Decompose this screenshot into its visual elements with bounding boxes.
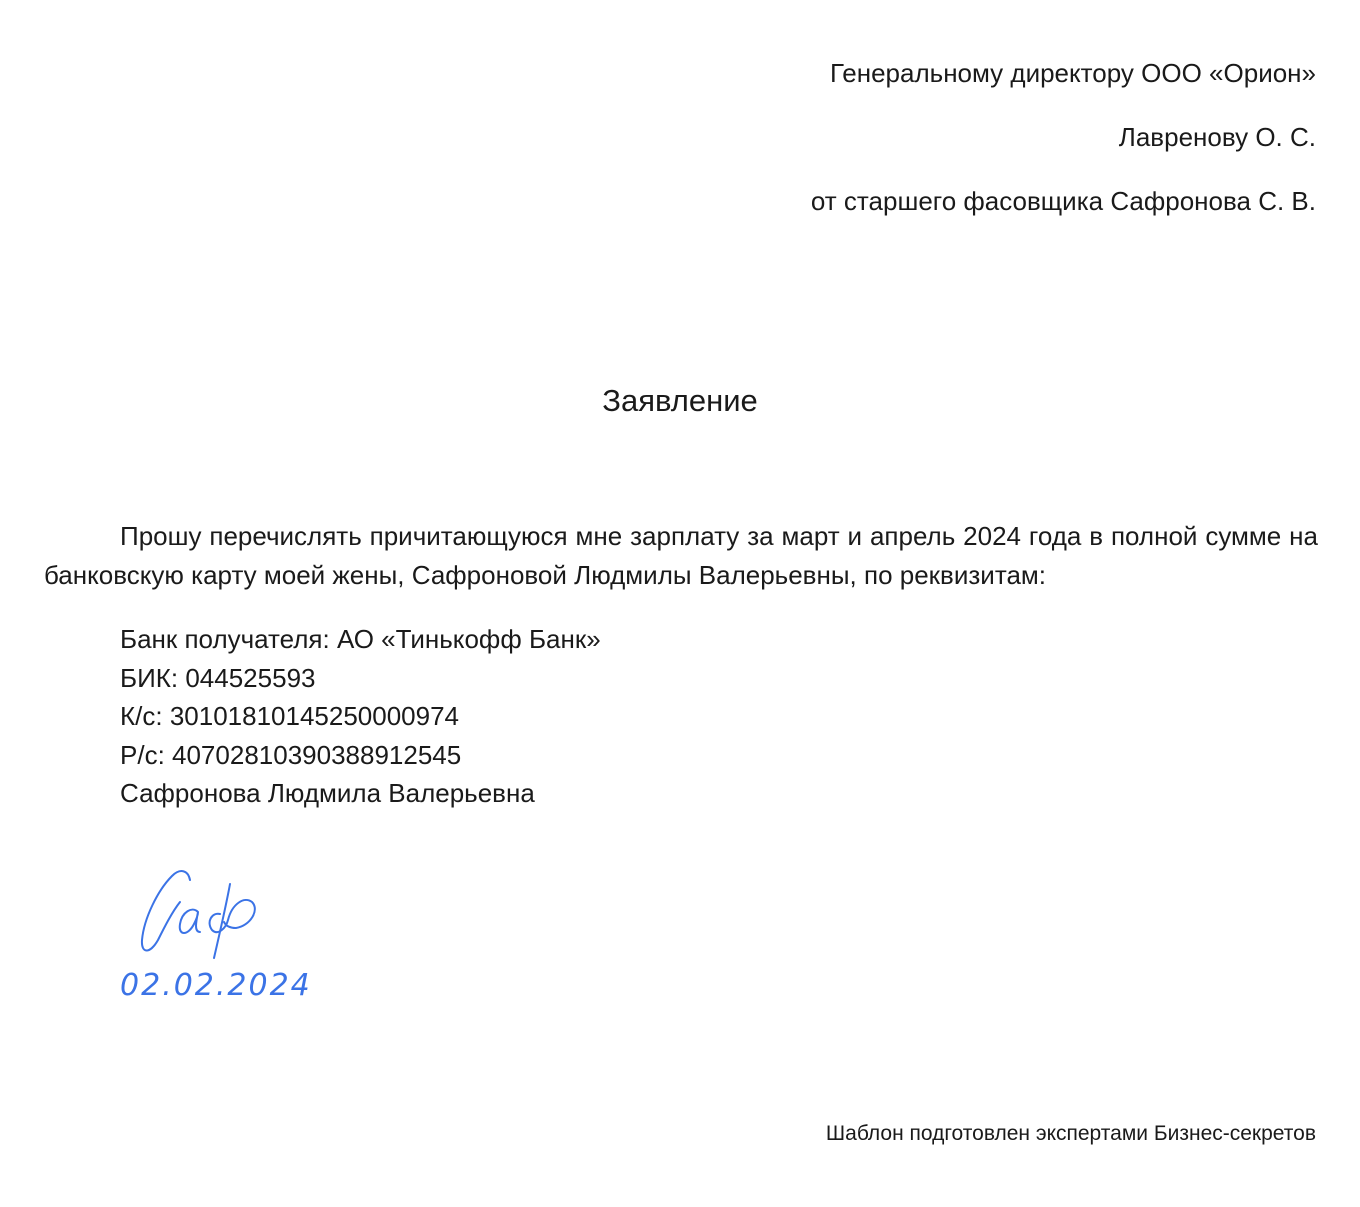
addressee-block [811,52,1316,244]
bank-name: Банк получателя: АО «Тинькофф Банк» [120,624,601,654]
signature-date: 02.02.2024 [120,968,312,1003]
document-title: Заявление [602,383,758,418]
recipient-name: Сафронова Людмила Валерьевна [120,778,535,808]
template-credit: Шаблон подготовлен экспертами Бизнес-секретов [825,1122,1316,1145]
addressee-position: Генеральному директору ООО «Орион» [829,58,1316,88]
addressee-name: Лавренову О. С. [1118,122,1316,152]
sender-line: от старшего фасовщика Сафронова С. В. [810,186,1316,216]
bank-details [120,620,601,813]
settlement-account: Р/с: 40702810390388912545 [120,739,462,770]
bik: БИК: 044525593 [120,662,316,693]
request-paragraph: Прошу перечислять причитающуюся мне зарплату за март и апрель 2024 года в полной сумме на банковскую карту моей жены, Сафроновой Людмилы Валерьевны, по реквизитам: [44,521,1318,590]
correspondent-account: К/с: 30101810145250000974 [120,701,460,731]
handwritten-signature-icon [132,866,272,960]
